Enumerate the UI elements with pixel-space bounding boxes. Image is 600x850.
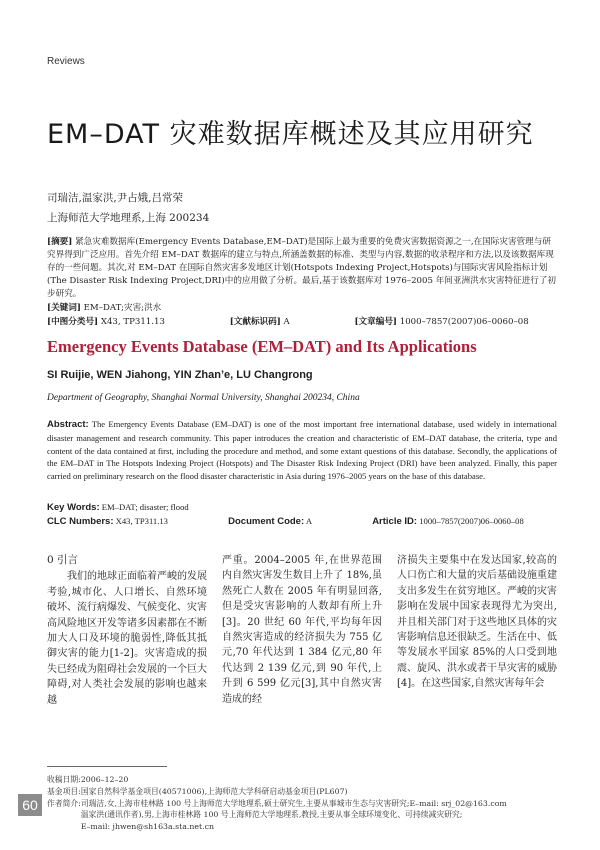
body-column-2 xyxy=(222,553,382,707)
keywords-en-text: EM–DAT; disaster; flood xyxy=(101,502,189,512)
doc-code-zh-label: [文献标识码] xyxy=(229,317,281,327)
received-label: 收稿日期: xyxy=(47,775,81,784)
body-paragraph: 我们的地球正面临着严峻的发展考验,城市化、人口增长、自然环境破坏、流行病爆发、气候变化、灾害高风险地区开发等诸多因素都在不断加大人口及环境的脆弱性,降低其抵御灾害的能力[1-2]。灾害造成的损失已经成为阻碍社会发展的一个巨大障碍,对人类社会发展的影响也越来越 xyxy=(47,571,207,706)
author-info-label: 作者简介: xyxy=(47,798,81,808)
body-paragraph: 济损失主要集中在发达国家,较高的人口伤亡和大量的灾后基础设施重建支出多发生在贫穷地区。严峻的灾害影响在发展中国家表现得尤为突出,并且相关部门对于这些地区具体的灾害影响信息还很缺乏。生活在中、低等发展水平国家 85%的人口受到地震、旋风、洪水或者干旱灾害的威胁[4]。在这些国家,自然灾害每年会 xyxy=(397,555,557,690)
doc-code-en-value: A xyxy=(305,516,313,526)
section-label: Reviews xyxy=(47,56,85,67)
clc-zh-value: X43, TP311.13 xyxy=(100,317,165,327)
keywords-zh xyxy=(47,301,557,313)
abstract-en xyxy=(47,418,557,483)
fund-value: 国家自然科学基金项目(40571006),上海师范大学科研启动基金项目(PL607) xyxy=(80,786,348,796)
title-zh: EM–DAT 灾难数据库概述及其应用研究 xyxy=(47,119,534,150)
footnote-divider xyxy=(47,766,167,767)
body-column-1 xyxy=(47,553,207,708)
doc-code-en-label: Document Code: xyxy=(228,516,305,527)
keywords-zh-label: [关键词] xyxy=(47,303,81,313)
authors-zh: 司瑞洁,温家洪,尹占娥,吕常荣 xyxy=(47,192,184,204)
authors-en: SI Ruijie, WEN Jiahong, YIN Zhan’e, LU Changrong xyxy=(47,369,313,381)
abstract-zh xyxy=(47,236,557,301)
author-info-2: 温家洪(通讯作者),男,上海市桂林路 100 号上海师范大学地理系,教授,主要从事全球环境变化、可持续减灾研究; xyxy=(80,810,463,820)
footnotes xyxy=(47,774,567,833)
keywords-en xyxy=(47,502,557,513)
body-paragraph: 严重。2004–2005 年,在世界范围内自然灾害发生数目上升了 18%,虽然死亡人数在 2005 年有明显回落,但是受灾害影响的人数却有所上升[3]。20 世纪 60 年代,平均每年因自然灾害造成的经济损失为 755 亿元,70 年代达到 1 384 亿元,80 年代达到 2 139 亿元,到 90 年代,上升到 6 599 亿元[3],其中自然灾害造成的经 xyxy=(222,555,382,705)
affiliation-zh: 上海师范大学地理系,上海 200234 xyxy=(47,212,210,224)
affiliation-en: Department of Geography, Shanghai Normal University, Shanghai 200234, China xyxy=(47,393,360,403)
article-id-zh-value: 1000–7857(2007)06–0060–08 xyxy=(399,317,529,327)
abstract-zh-text: 紧急灾难数据库(Emergency Events Database,EM–DAT)是国际上最为重要的免费灾害数据资源之一,在国际灾害管理与研究界得到广泛应用。首先介绍 EM–DAT 数据库的建立与特点,所涵盖数据的标准、类型与内容,数据的收录程序和方法,以及该数据库现存的一些问题。其次,对 EM–DAT 在国际自然灾害多发地区计划(Hotspots Indexing Project,Hotspots)与国际灾害风险指标计划(The Disaster Risk Indexing Project,DRI)中的应用做了分析。最后,基于该数据库对 1976–2005 年间亚洲洪水灾害特征进行了初步研究。 xyxy=(47,237,557,299)
keywords-zh-text: EM–DAT;灾害;洪水 xyxy=(83,303,162,313)
article-id-en-label: Article ID: xyxy=(372,516,418,527)
meta-zh xyxy=(47,315,557,327)
article-id-en-value: 1000–7857(2007)06–0060–08 xyxy=(419,516,524,526)
body-column-3 xyxy=(397,553,557,692)
abstract-zh-label: [摘要] xyxy=(47,237,73,247)
clc-en-value: X43, TP311.13 xyxy=(115,516,168,526)
fund-label: 基金项目: xyxy=(47,786,81,796)
section-heading-intro: 0 引言 xyxy=(47,554,79,566)
doc-code-zh-value: A xyxy=(283,317,290,327)
abstract-en-label: Abstract: xyxy=(47,419,89,430)
received-value: 2006–12–20 xyxy=(80,775,129,784)
author-info-2-email: E–mail: jhwen@sh163a.sta.net.cn xyxy=(80,822,215,832)
clc-zh-label: [中图分类号] xyxy=(47,317,99,327)
meta-en xyxy=(47,516,567,527)
title-en: Emergency Events Database (EM–DAT) and Its Applications xyxy=(47,337,477,356)
author-info-1: 司瑞洁,女,上海市桂林路 100 号上海师范大学地理系,硕士研究生,主要从事城市生态与灾害研究;E–mail: srj_02@163.com xyxy=(80,798,507,808)
abstract-en-text: The Emergency Events Database (EM–DAT) is one of the most important free international database, used widely in international disaster management and research community. This paper introduces the creation and characteristic of EM–DAT database, the criteria, type and content of the data contained at first, including the procedure and method, and some extant questions of this database. Secondly, the applications of the EM–DAT in The Hotspots Indexing Project (Hotspots) and The Disaster Risk Indexing Project (DRI) have been analyzed. Finally, this paper carried on preliminary research on the flood disaster characteristic in Asia during 1976–2005 years on the base of this database. xyxy=(47,419,557,482)
page-number: 60 xyxy=(18,794,42,816)
keywords-en-label: Key Words: xyxy=(47,502,100,513)
clc-en-label: CLC Numbers: xyxy=(47,516,114,527)
article-id-zh-label: [文章编号] xyxy=(354,317,397,327)
